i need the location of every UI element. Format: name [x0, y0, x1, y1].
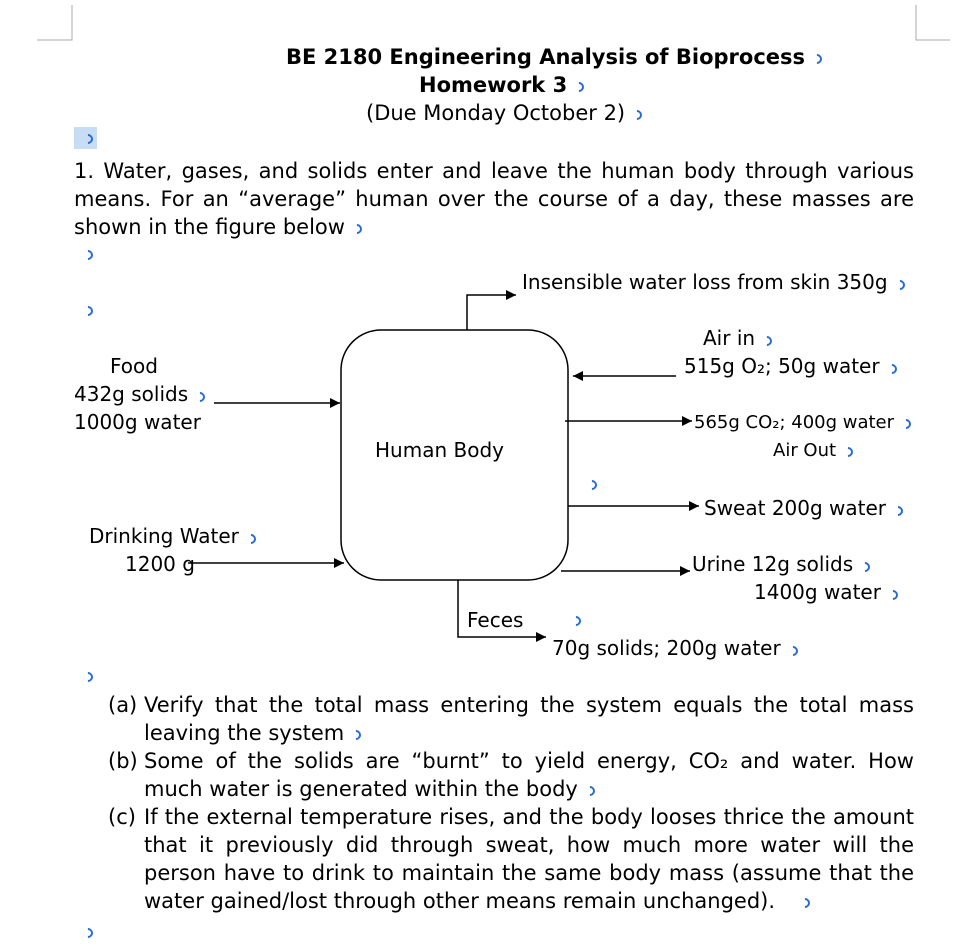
question-text: Some of the solids are “burnt” to yield energy, CO₂ and water. How much water is generated within the body — [144, 749, 914, 801]
question-list — [108, 691, 914, 915]
air-in-title: Air in — [703, 326, 770, 350]
urine-water: 1400g water — [754, 580, 896, 604]
paragraph-mark-icon — [82, 926, 91, 938]
due-date: (Due Monday October 2) — [366, 101, 640, 125]
document-title: BE 2180 Engineering Analysis of Bioprocess — [286, 45, 820, 69]
paragraph-mark-icon — [859, 560, 868, 572]
paragraph-mark-icon — [82, 670, 91, 682]
question-text: If the external temperature rises, and the body looses thrice the amount that it previously did through sweat, how much more water will the person have to drink to maintain the same body mass (assume that the water gained/lost through other means remain unchanged). — [144, 805, 914, 913]
paragraph-mark-icon — [887, 588, 896, 600]
paragraph-mark-icon — [584, 784, 593, 796]
paragraph-mark-icon — [570, 614, 579, 626]
insensible-water-label: Insensible water loss from skin 350g — [522, 270, 903, 294]
drinking-water-title: Drinking Water — [89, 524, 254, 548]
paragraph-mark-icon — [900, 417, 909, 429]
sweat-label: Sweat 200g water — [704, 496, 901, 520]
paragraph-mark-icon — [787, 644, 796, 656]
paragraph-mark-icon — [892, 504, 901, 516]
food-water: 1000g water — [74, 410, 201, 434]
paragraph-mark-icon — [886, 362, 895, 374]
question-text: Verify that the total mass entering the system equals the total mass leaving the system — [144, 693, 914, 745]
question-label: (c) — [108, 805, 136, 829]
food-title: Food — [110, 354, 158, 378]
question-item — [108, 803, 914, 915]
air-out-label: Air Out — [773, 440, 851, 461]
paragraph-mark-icon — [586, 478, 595, 490]
question-label: (a) — [108, 693, 138, 717]
problem-intro: 1. Water, gases, and solids enter and leave the human body through various means. For an “average” human over the course of a day, these masses are shown in the figure below — [74, 159, 914, 239]
co2-out-value: 565g CO₂; 400g water — [694, 412, 909, 433]
paragraph-mark-icon — [761, 334, 770, 346]
food-solids: 432g solids — [74, 382, 203, 406]
paragraph-mark-icon — [894, 278, 903, 290]
box-label: Human Body — [375, 438, 504, 462]
paragraph-mark-icon — [194, 390, 203, 402]
document-subtitle: Homework 3 — [419, 73, 582, 97]
urine-solids: Urine 12g solids — [692, 552, 868, 576]
paragraph-mark-icon — [245, 532, 254, 544]
paragraph-mark-icon — [799, 896, 808, 908]
air-in-value: 515g O₂; 50g water — [684, 354, 895, 378]
question-label: (b) — [108, 749, 138, 773]
question-item — [108, 747, 914, 803]
feces-value: 70g solids; 200g water — [552, 636, 796, 660]
question-item — [108, 691, 914, 747]
drinking-water-value: 1200 g — [125, 552, 195, 576]
paragraph-mark-icon — [350, 728, 359, 740]
feces-title: Feces — [467, 608, 524, 632]
arrow-insensible-water — [467, 295, 516, 330]
paragraph-mark-icon — [842, 445, 851, 457]
